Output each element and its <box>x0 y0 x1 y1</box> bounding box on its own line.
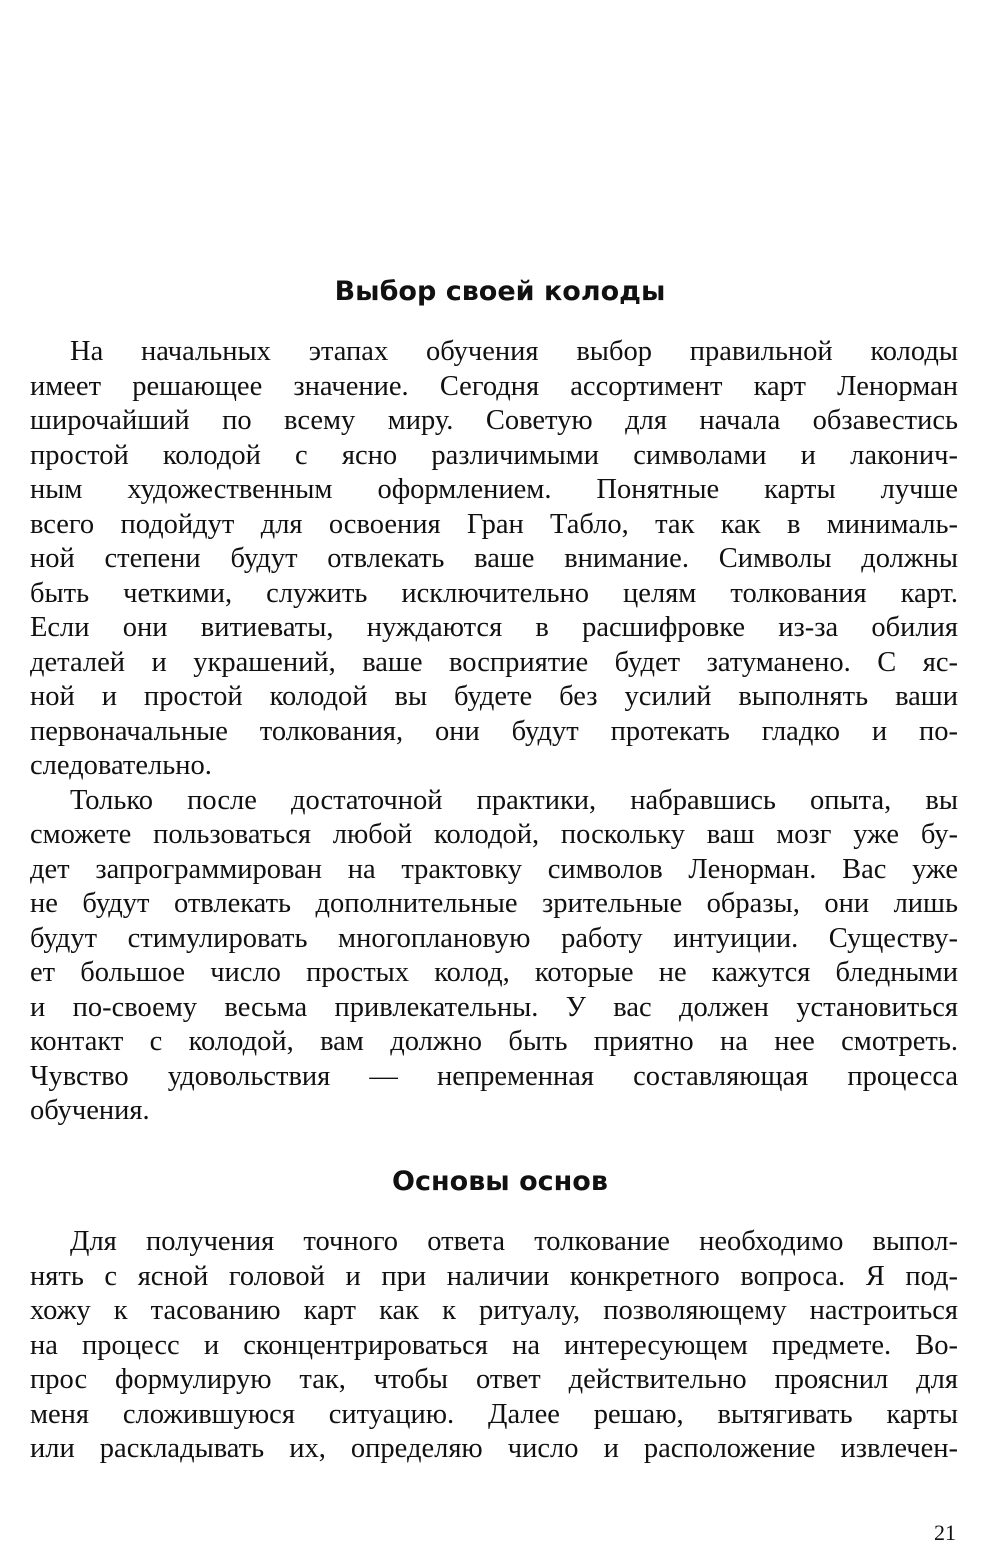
text-line: нять с ясной головой и при наличии конкретного вопроса. Я под- <box>30 1260 958 1292</box>
text-line: ной и простой колодой вы будете без усилий выполнять ваши <box>30 681 958 712</box>
section-body-choosing-deck <box>30 335 958 1129</box>
text-line: дет запрограммирован на трактовку символов Ленорман. Вас уже <box>30 853 958 885</box>
text-line: На начальных этапах обучения выбор правильной колоды <box>70 336 958 367</box>
text-line: сможете пользоваться любой колодой, поскольку ваш мозг уже бу- <box>30 819 958 850</box>
text-line: Только после достаточной практики, набравшись опыта, вы <box>70 784 958 816</box>
text-line: контакт с колодой, вам должно быть приятно на нее смотреть. <box>30 1026 958 1057</box>
text-line: Для получения точного ответа толкование необходимо выпол- <box>70 1226 958 1257</box>
text-line: быть четкими, служить исключительно целям толкования карт. <box>30 577 958 609</box>
text-line: Чувство удовольствия — непременная составляющая процесса <box>30 1060 958 1092</box>
text-line: широчайший по всему миру. Советую для начала обзавестись <box>30 405 958 436</box>
text-line: простой колодой с ясно различимыми символами и лаконич- <box>30 439 958 471</box>
text-line: будут стимулировать многоплановую работу интуиции. Существу- <box>30 922 958 954</box>
text-line: ным художественным оформлением. Понятные карты лучше <box>30 474 958 505</box>
text-line: ной степени будут отвлекать ваше внимание. Символы должны <box>30 543 958 574</box>
text-line: ет большое число простых колод, которые не кажутся бледными <box>30 957 958 988</box>
text-line: имеет решающее значение. Сегодня ассортимент карт Ленорман <box>30 370 958 402</box>
section-body-basics <box>30 1225 958 1467</box>
text-line: деталей и украшений, ваше восприятие будет затуманено. С яс- <box>30 646 958 678</box>
section-title-basics: Основы основ <box>392 1166 608 1197</box>
text-line: прос формулирую так, чтобы ответ действительно прояснил для <box>30 1364 958 1395</box>
text-line: или раскладывать их, определяю число и расположение извлечен- <box>30 1433 958 1464</box>
text-line: всего подойдут для освоения Гран Табло, так как в минималь- <box>30 508 958 540</box>
text-line: первоначальные толкования, они будут протекать гладко и по- <box>30 715 958 747</box>
section-title-choosing-deck: Выбор своей колоды <box>334 276 666 307</box>
text-line: и по-своему весьма привлекательны. У вас должен установиться <box>30 991 958 1023</box>
text-line: хожу к тасованию карт как к ритуалу, позволяющему настроиться <box>30 1295 958 1326</box>
text-line: обучения. <box>30 1095 150 1126</box>
text-line: следовательно. <box>30 750 212 781</box>
text-line: меня сложившуюся ситуацию. Далее решаю, вытягивать карты <box>30 1398 958 1430</box>
text-line: не будут отвлекать дополнительные зрительные образы, они лишь <box>30 888 958 919</box>
text-line: на процесс и сконцентрироваться на интересующем предмете. Во- <box>30 1329 958 1361</box>
text-line: Если они витиеваты, нуждаются в расшифровке из-за обилия <box>30 612 958 643</box>
page-number: 21 <box>934 1520 956 1545</box>
